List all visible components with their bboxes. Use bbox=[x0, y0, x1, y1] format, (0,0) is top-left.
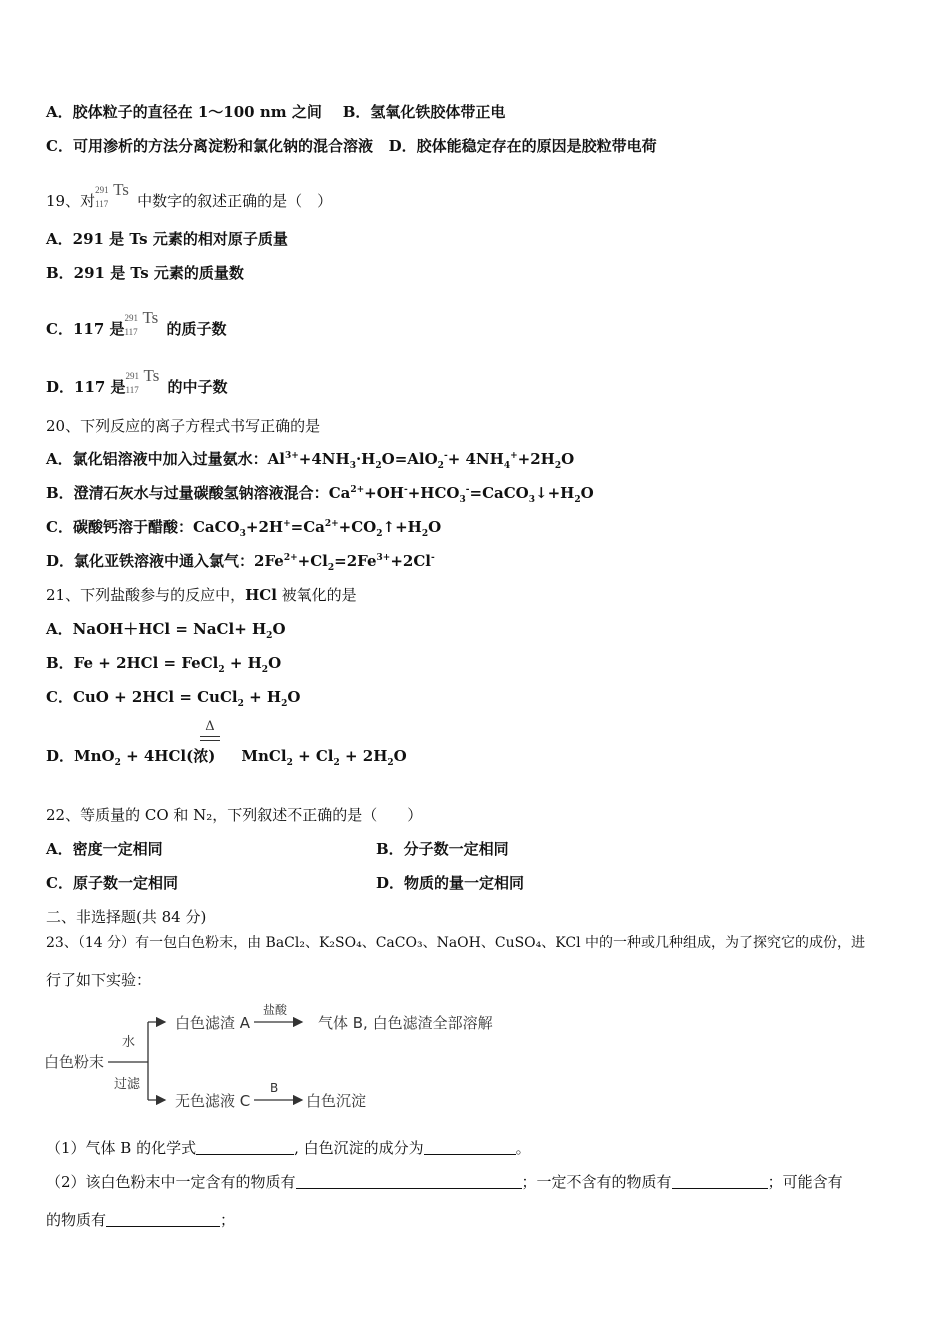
q21-option-c-text: C．CuO + 2HCl = CuCl bbox=[46, 688, 238, 706]
q23-sub2 bbox=[46, 1172, 843, 1192]
q19-stem bbox=[46, 182, 332, 212]
flow-result2: 白色沉淀 bbox=[306, 1092, 367, 1110]
q23-sub2-text-a: （2）该白色粉末中一定含有的物质有 bbox=[46, 1173, 296, 1191]
q21-stem-pre: 21、下列盐酸参与的反应中， bbox=[46, 586, 246, 604]
q22-option-b: B．分子数一定相同 bbox=[376, 840, 509, 858]
q20-stem: 20、下列反应的离子方程式书写正确的是 bbox=[46, 417, 321, 435]
q21-option-c: C．CuO + 2HCl = CuCl$_2$ + $H_2O$ bbox=[46, 688, 301, 709]
atomic-number: 117 bbox=[95, 199, 109, 209]
nuclide-symbol bbox=[124, 310, 166, 340]
element-symbol: Ts bbox=[143, 366, 160, 385]
q23-sub2-text-b: ；一定不含有的物质有 bbox=[521, 1173, 672, 1191]
q20-option-b: B．澄清石灰水与过量碳酸氢钠溶液混合：$Ca^{2+}+OH^-+HCO_3^-=CaCO_3↓+H_2O$ bbox=[46, 484, 594, 505]
q23-sub1-text-b: , 白色沉淀的成分为 bbox=[294, 1139, 424, 1157]
q20-option-c-text: C．碳酸钙溶于醋酸： bbox=[46, 518, 193, 536]
q23-sub1 bbox=[46, 1138, 531, 1158]
q20-option-d: D．氯化亚铁溶液中通入氯气：$2Fe^{2+}+Cl_2=2Fe^{3+}+2Cl^-$ bbox=[46, 552, 435, 573]
q18-option-a: A．胶体粒子的直径在 1～100 nm 之间 bbox=[46, 103, 322, 121]
q18-option-c: C．可用渗析的方法分离淀粉和氯化钠的混合溶液 bbox=[46, 137, 373, 155]
q23-sub2-text-c: ；可能含有 bbox=[767, 1173, 843, 1191]
flow-water: 水 bbox=[122, 1035, 136, 1050]
atomic-number: 117 bbox=[125, 385, 139, 395]
flow-reagent: B bbox=[270, 1081, 279, 1095]
q18-option-d: D．胶体能稳定存在的原因是胶粒带电荷 bbox=[388, 137, 657, 155]
q19-option-d-post: 的中子数 bbox=[167, 378, 228, 396]
experiment-flowchart bbox=[40, 1000, 510, 1120]
q19-option-c-post: 的质子数 bbox=[166, 320, 227, 338]
q21-option-d: D．MnO$_2$ + 4HCl(浓) MnCl$_2$ + $Cl_2 + 2H_2O$ bbox=[46, 747, 407, 768]
q21-option-a: A．NaOH＋HCl = NaCl+ $H_2O$ bbox=[46, 620, 286, 641]
q23-sub2-text-d: 的物质有 bbox=[46, 1211, 107, 1229]
q23-stem-line2: 行了如下实验： bbox=[46, 971, 152, 989]
flow-start: 白色粉末 bbox=[44, 1053, 105, 1071]
q21-option-a-text: A．NaOH＋HCl = NaCl+ H bbox=[46, 620, 267, 638]
element-symbol: Ts bbox=[142, 308, 159, 327]
answer-blank[interactable] bbox=[672, 1174, 768, 1189]
atomic-number: 117 bbox=[124, 327, 138, 337]
q21-stem bbox=[46, 585, 357, 605]
q18-options-ab bbox=[46, 102, 505, 122]
q21-option-b-text: B．Fe + 2HCl = FeCl bbox=[46, 654, 219, 672]
q18-options-cd bbox=[46, 136, 657, 156]
q22-option-a: A．密度一定相同 bbox=[46, 840, 163, 858]
section-heading: 二、非选择题(共 84 分) bbox=[46, 908, 207, 926]
element-symbol: Ts bbox=[113, 180, 129, 199]
q23-sub1-text-a: （1）气体 B 的化学式 bbox=[46, 1139, 197, 1157]
q19-option-b: B．291 是 Ts 元素的质量数 bbox=[46, 264, 244, 282]
nuclide-symbol bbox=[126, 368, 168, 398]
flow-acid: 盐酸 bbox=[263, 1003, 288, 1017]
heating-condition bbox=[196, 720, 224, 741]
q21-stem-hcl: HCl bbox=[245, 586, 277, 604]
q19-option-a: A．291 是 Ts 元素的相对原子质量 bbox=[46, 230, 288, 248]
q23-stem-line1: 23、（14 分）有一包白色粉末，由 BaCl₂、K₂SO₄、CaCO₃、NaOH、CuSO₄、KCl 中的一种或几种组成，为了探究它的成份，进 bbox=[46, 935, 865, 951]
q20-option-b-text: B．澄清石灰水与过量碳酸氢钠溶液混合： bbox=[46, 484, 329, 502]
flow-result1: 气体 B, 白色滤渣全部溶解 bbox=[318, 1014, 493, 1032]
mass-number: 291 bbox=[95, 185, 109, 195]
q19-option-d-pre: D．117 是 bbox=[46, 378, 126, 396]
q19-option-c bbox=[46, 310, 227, 340]
flow-filtrate: 无色滤液 C bbox=[175, 1092, 251, 1110]
mass-number: 291 bbox=[124, 313, 138, 323]
q21-option-d-label: D． bbox=[46, 747, 75, 765]
q19-option-c-pre: C．117 是 bbox=[46, 320, 125, 338]
flow-residue: 白色滤渣 A bbox=[175, 1014, 251, 1032]
flow-filter: 过滤 bbox=[114, 1077, 141, 1092]
equals-sign bbox=[200, 736, 220, 741]
q20-option-a-text: A．氯化铝溶液中加入过量氨水： bbox=[46, 450, 268, 468]
q18-option-b: B．氢氧化铁胶体带正电 bbox=[342, 103, 506, 121]
q20-option-d-text: D．氯化亚铁溶液中通入氯气： bbox=[46, 552, 255, 570]
q19-stem-text: 中数字的叙述正确的是（ ） bbox=[137, 192, 333, 210]
q22-option-d: D．物质的量一定相同 bbox=[376, 874, 525, 892]
mass-number: 291 bbox=[125, 371, 140, 381]
q23-sub2-cont bbox=[46, 1210, 235, 1230]
q19-number: 19、对 bbox=[46, 192, 96, 210]
q22-option-c: C．原子数一定相同 bbox=[46, 874, 178, 892]
answer-blank[interactable] bbox=[106, 1212, 220, 1227]
q21-stem-post: 被氧化的是 bbox=[276, 586, 357, 604]
answer-blank[interactable] bbox=[424, 1140, 516, 1155]
heat-symbol: Δ bbox=[205, 719, 215, 734]
q23-sub1-text-c: 。 bbox=[515, 1139, 531, 1157]
q20-option-c: C．碳酸钙溶于醋酸：$CaCO_3+2H^+=Ca^{2+}+CO_2↑+H_2O$ bbox=[46, 518, 442, 539]
q23-sub2-text-e: ； bbox=[220, 1211, 236, 1229]
q21-option-b: B．Fe + 2HCl = FeCl$_2$ + $H_2O$ bbox=[46, 654, 282, 675]
answer-blank[interactable] bbox=[196, 1140, 294, 1155]
nuclide-symbol bbox=[95, 182, 137, 212]
q19-option-d bbox=[46, 368, 228, 398]
answer-blank[interactable] bbox=[296, 1174, 522, 1189]
q20-option-a: A．氯化铝溶液中加入过量氨水：$Al^{3+}+4NH_3\cdot H_2O=AlO_2^-+ 4NH_4^++2H_2O$ bbox=[46, 450, 575, 471]
q22-stem: 22、等质量的 CO 和 N₂，下列叙述不正确的是（ ） bbox=[46, 806, 423, 824]
